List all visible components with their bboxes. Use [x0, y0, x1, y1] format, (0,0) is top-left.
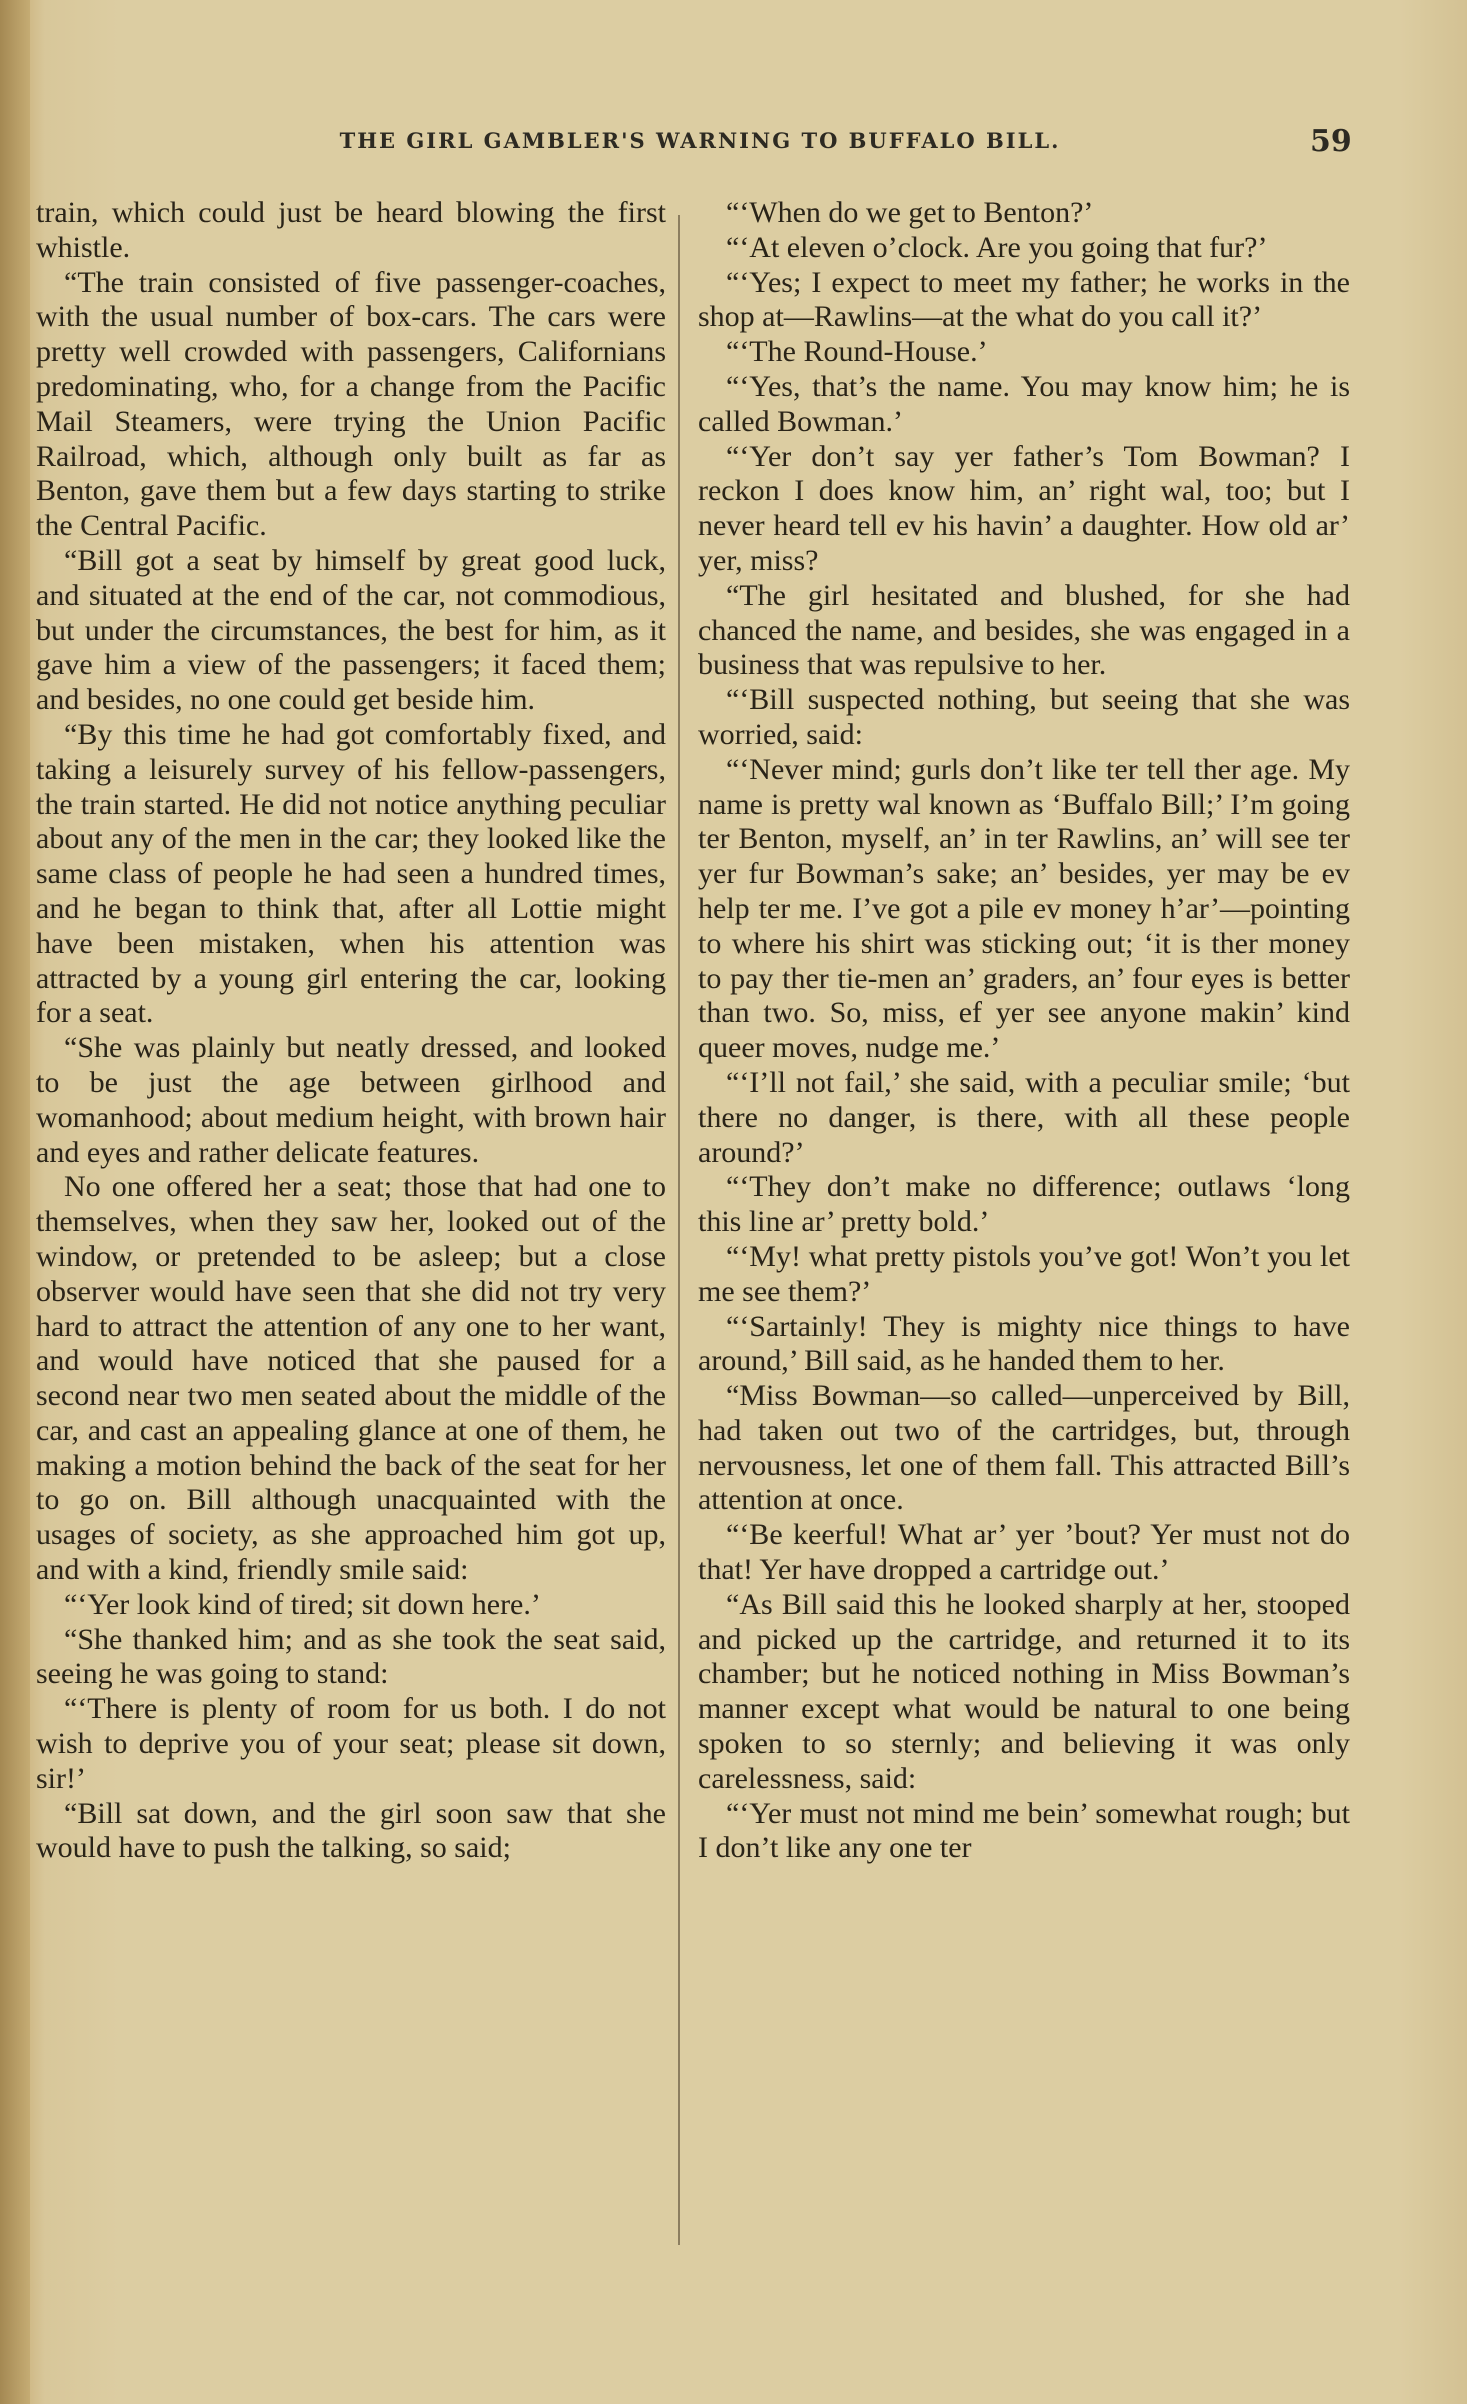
paragraph: train, which could just be heard blowing the first whistle.	[36, 196, 666, 264]
paragraph: “‘Yer look kind of tired; sit down here.’	[64, 1587, 541, 1621]
paragraph: “‘At eleven o’clock. Are you going that fur?’	[726, 230, 1268, 264]
paragraph: “‘Yer must not mind me bein’ somewhat rough; but I don’t like any one ter	[698, 1796, 1350, 1865]
paragraph: “As Bill said this he looked sharply at her, stooped and picked up the cartridge, and returned it to its chamber; but he noticed nothing in Miss Bowman’s manner except what would be natural to one being spoken to so sternly; and believing it was only carelessness, said:	[698, 1587, 1350, 1795]
paragraph: “‘Yes; I expect to meet my father; he works in the shop at—Rawlins—at the what do you call it?’	[698, 265, 1350, 334]
right-column	[698, 196, 1350, 1866]
paragraph: “‘Yes, that’s the name. You may know him; he is called Bowman.’	[698, 369, 1350, 438]
paragraph: “‘There is plenty of room for us both. I do not wish to deprive you of your seat; please sit down, sir!’	[36, 1692, 666, 1795]
paragraph: “The train consisted of five passenger-coaches, with the usual number of box-cars. The cars were pretty well crowded with passengers, Californians predominating, who, for a change from the Pacific Mail Steamers, were trying the Union Pacific Railroad, which, although only built as far as Benton, gave them but a few days starting to strike the Central Pacific.	[36, 265, 666, 543]
paragraph: “Bill got a seat by himself by great good luck, and situated at the end of the car, not commodious, but under the circumstances, the best for him, as it gave him a view of the passengers; it faced them; and besides, no one could get beside him.	[36, 543, 666, 717]
paragraph: “She thanked him; and as she took the seat said, seeing he was going to stand:	[36, 1622, 666, 1691]
paragraph: No one offered her a seat; those that had one to themselves, when they saw her, looked out of the window, or pretended to be asleep; but a close observer would have seen that she did not try very hard to attract the attention of any one to her want, and would have noticed that she paused for a second near two men seated about the middle of the car, and cast an appealing glance at one of them, he making a motion behind the back of the seat for her to go on. Bill although unacquainted with the usages of society, as she approached him got up, and with a kind, friendly smile said:	[36, 1170, 666, 1587]
binding-edge	[0, 0, 30, 2404]
page-number: 59	[1310, 124, 1352, 159]
paragraph: “By this time he had got comfortably fixed, and taking a leisurely survey of his fellow-passengers, the train started. He did not notice anything peculiar about any of the men in the car; they looked like the same class of people he had seen a hundred times, and he began to think that, after all Lottie might have been mistaken, when his attention was attracted by a young girl entering the car, looking for a seat.	[36, 717, 666, 1030]
paragraph: “‘Bill suspected nothing, but seeing that she was worried, said:	[698, 683, 1350, 751]
paragraph: “‘Sartainly! They is mighty nice things to have around,’ Bill said, as he handed them to her.	[698, 1309, 1350, 1378]
paragraph: “Miss Bowman—so called—unperceived by Bill, had taken out two of the cartridges, but, through nervousness, let one of them fall. This attracted Bill’s attention at once.	[698, 1379, 1350, 1517]
column-divider	[678, 215, 680, 2245]
paragraph: “The girl hesitated and blushed, for she had chanced the name, and besides, she was engaged in a business that was repulsive to her.	[698, 578, 1350, 682]
left-column	[36, 196, 666, 1866]
paragraph: “‘When do we get to Benton?’	[726, 196, 1094, 229]
paragraph: “‘Yer don’t say yer father’s Tom Bowman? I reckon I does know him, an’ right wal, too; but I never heard tell ev his havin’ a daughter. How old ar’ yer, miss?	[698, 439, 1350, 577]
paragraph: “She was plainly but neatly dressed, and looked to be just the age between girlhood and womanhood; about medium height, with brown hair and eyes and rather delicate features.	[36, 1031, 666, 1169]
paragraph: “‘I’ll not fail,’ she said, with a peculiar smile; ‘but there no danger, is there, with all these people around?’	[698, 1065, 1350, 1169]
paragraph: “‘The Round-House.’	[726, 335, 988, 369]
running-title: THE GIRL GAMBLER'S WARNING TO BUFFALO BILL.	[339, 128, 1061, 153]
paragraph: “‘Never mind; gurls don’t like ter tell ther age. My name is pretty wal known as ‘Buffalo Bill;’ I’m going ter Benton, myself, an’ in ter Rawlins, an’ will see ter yer fur Bowman’s sake; an’ besides, yer may be ev help ter me. I’ve got a pile ev money h’ar’—pointing to where his shirt was sticking out; ‘it is ther money to pay ther tie-men an’ graders, an’ four eyes is better than two. So, miss, ef yer see anyone makin’ kind queer moves, nudge me.’	[698, 752, 1350, 1065]
paragraph: “‘Be keerful! What ar’ yer ’bout? Yer must not do that! Yer have dropped a cartridge out.’	[698, 1518, 1350, 1587]
paragraph: “‘They don’t make no difference; outlaws ‘long this line ar’ pretty bold.’	[698, 1170, 1350, 1239]
paragraph: “Bill sat down, and the girl soon saw that she would have to push the talking, so said;	[36, 1796, 666, 1865]
paragraph: “‘My! what pretty pistols you’ve got! Won’t you let me see them?’	[698, 1239, 1350, 1308]
